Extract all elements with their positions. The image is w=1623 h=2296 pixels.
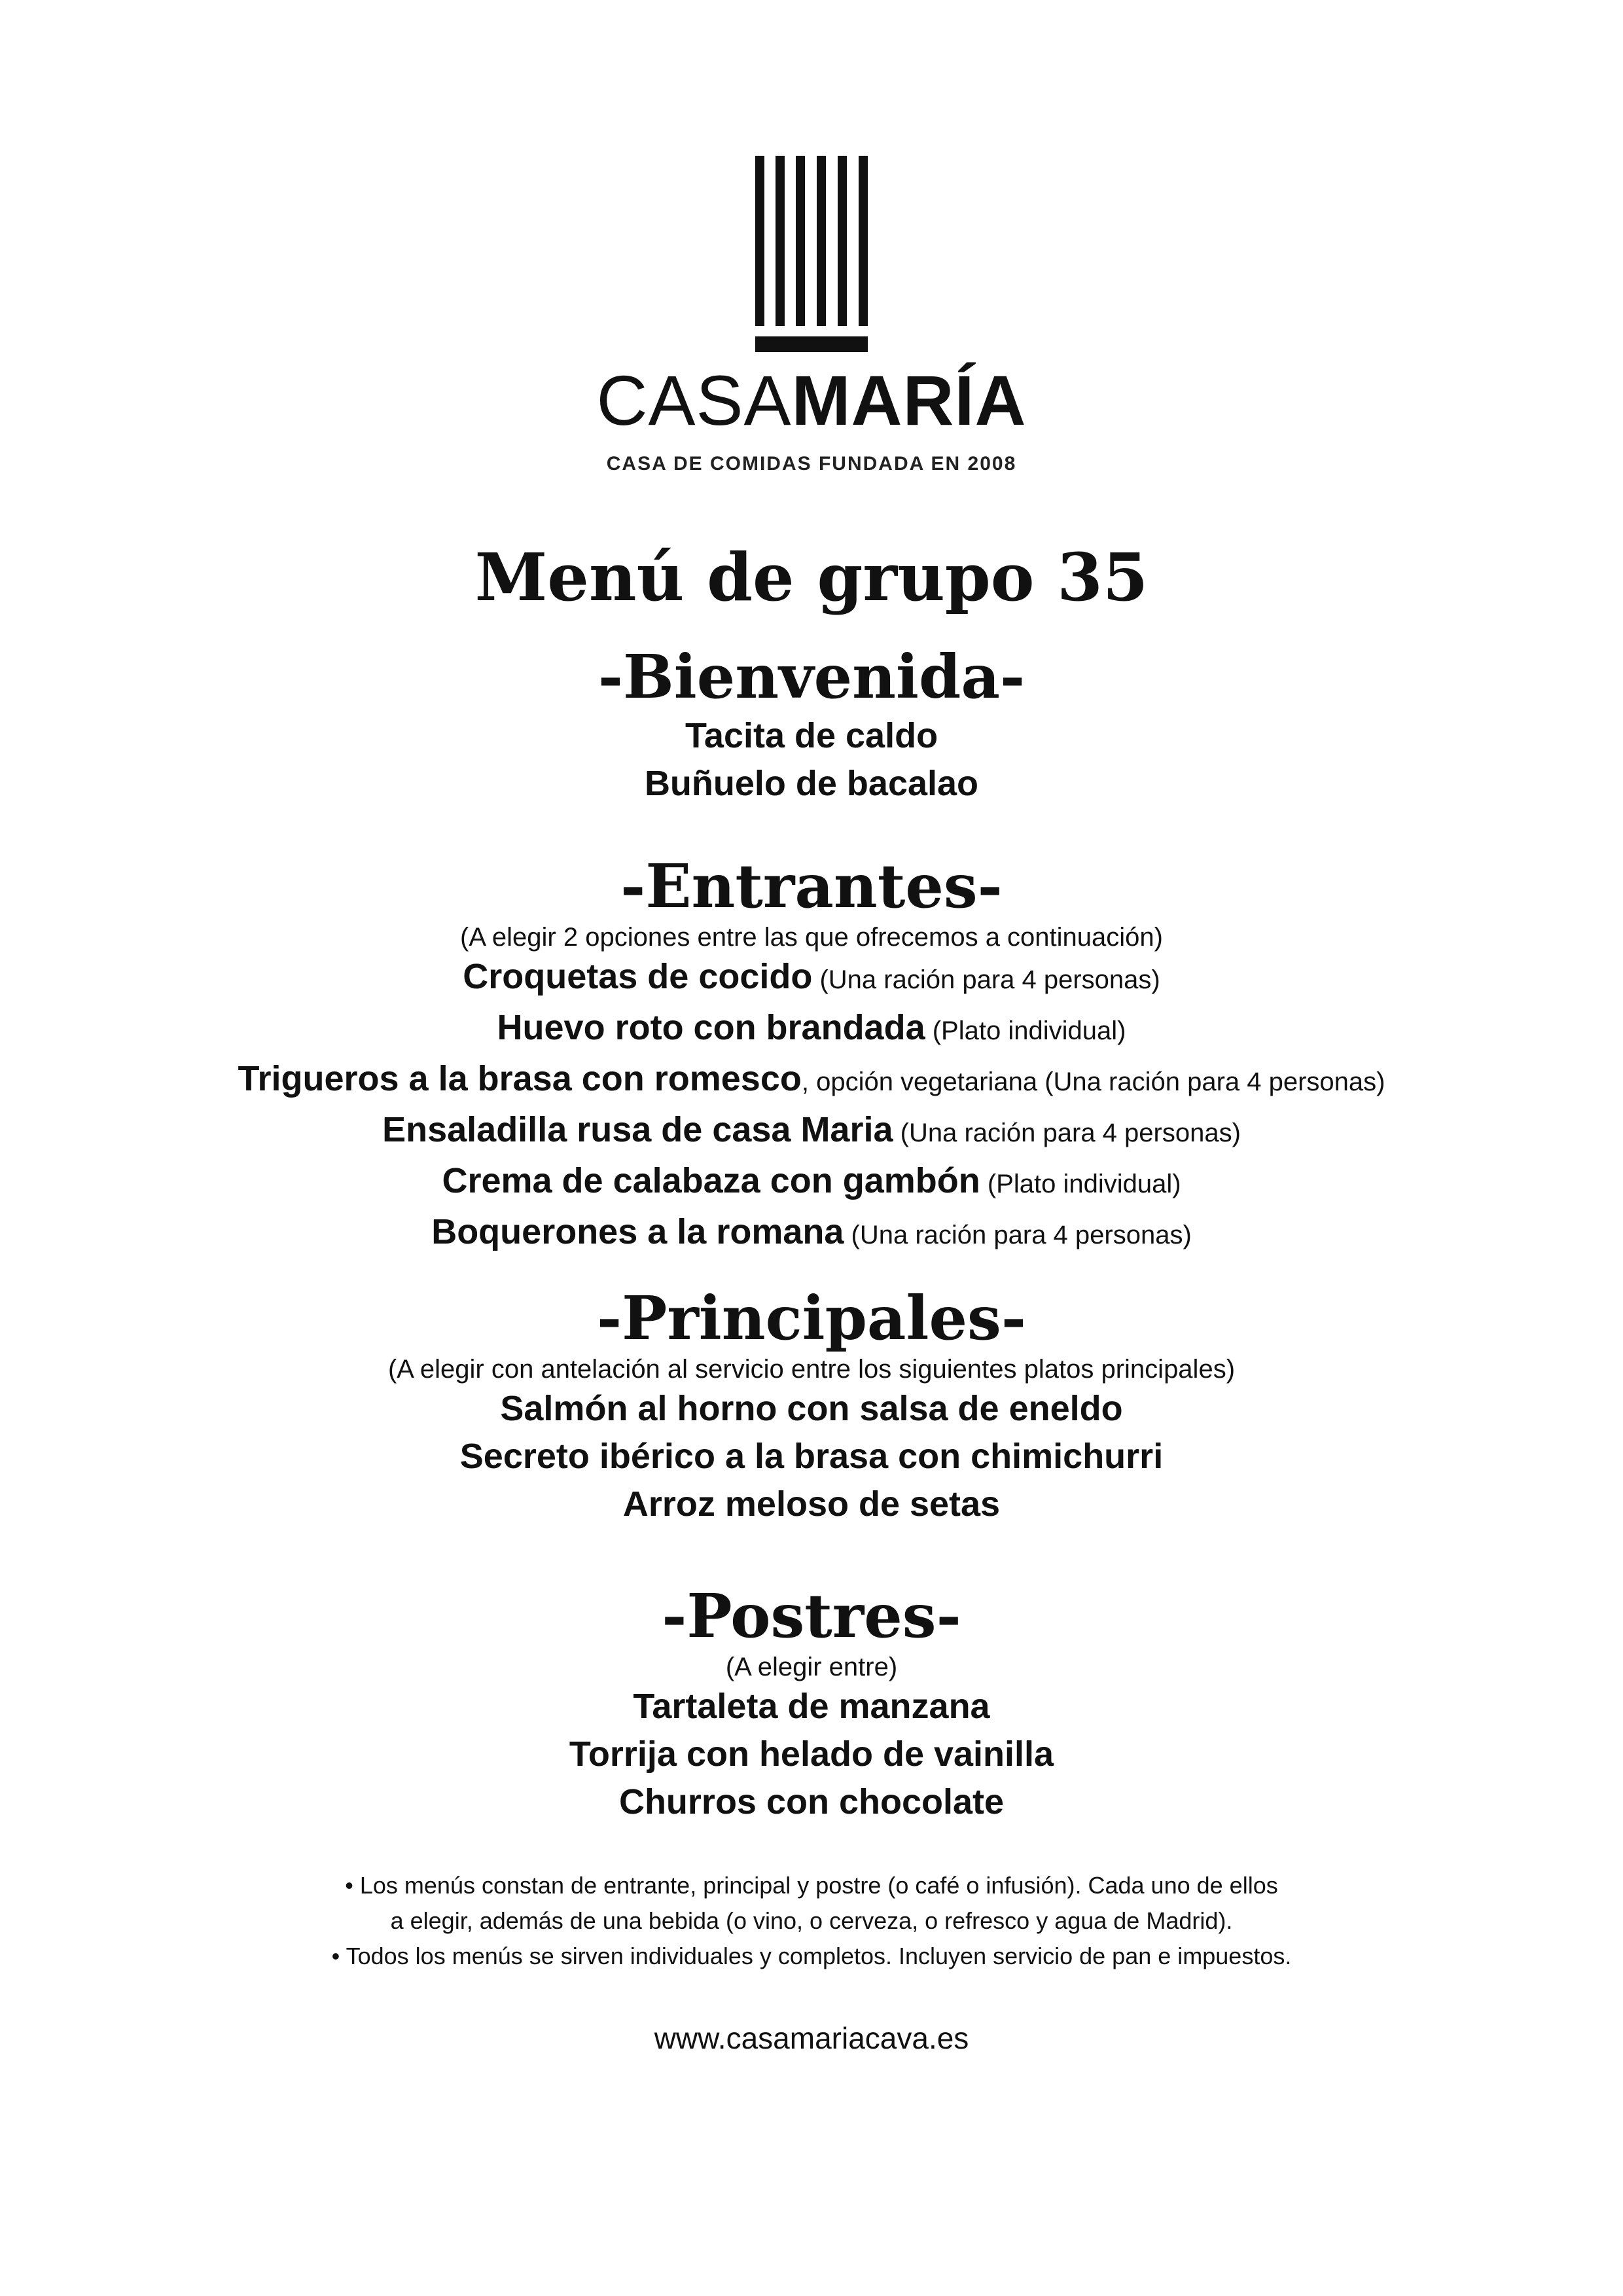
brand-name-bold: MARÍA — [791, 361, 1027, 440]
brand-name-light: CASA — [596, 361, 792, 440]
menu-item — [0, 1157, 1623, 1208]
brand-name — [0, 361, 1623, 440]
dish-name: Trigueros a la brasa con romesco — [238, 1059, 802, 1098]
menu-item — [0, 1004, 1623, 1055]
menu-title: Menú de grupo 35 — [474, 539, 1149, 616]
footer-line: a elegir, además de una bebida (o vino, o cerveza, o refresco y agua de Madrid). — [390, 1907, 1233, 1934]
menu-item — [0, 953, 1623, 1004]
section-postres — [0, 1581, 1623, 1826]
menu-item: Buñuelo de bacalao — [644, 764, 979, 803]
menu-item: Secreto ibérico a la brasa con chimichurri — [459, 1437, 1164, 1476]
brand-logo — [0, 156, 1623, 475]
menu-item: Salmón al horno con salsa de eneldo — [500, 1389, 1123, 1428]
dish-name: Croquetas de cocido — [463, 957, 813, 996]
dish-desc: (Plato individual) — [980, 1170, 1181, 1198]
menu-item: Torrija con helado de vainilla — [569, 1734, 1054, 1774]
section-title-entrantes: -Entrantes- — [620, 851, 1003, 922]
section-note: (A elegir 2 opciones entre las que ofrecemos a continuación) — [460, 923, 1163, 952]
section-bienvenida — [0, 641, 1623, 808]
column-bars-logo-icon — [755, 156, 868, 352]
menu-item: Tacita de caldo — [685, 716, 938, 755]
section-note: (A elegir entre) — [725, 1653, 898, 1681]
dish-name: Boquerones a la romana — [431, 1212, 844, 1251]
footer-notes — [0, 1868, 1623, 1974]
dish-name: Crema de calabaza con gambón — [442, 1161, 980, 1200]
dish-desc: (Una ración para 4 personas) — [844, 1221, 1192, 1249]
footer-line: • Los menús constan de entrante, principal y postre (o café o infusión). Cada uno de ellos — [345, 1872, 1278, 1899]
menu-item — [0, 1055, 1623, 1106]
dish-desc: (Plato individual) — [925, 1016, 1126, 1045]
menu-item — [0, 1106, 1623, 1157]
section-title-bienvenida: -Bienvenida- — [597, 641, 1026, 712]
section-note: (A elegir con antelación al servicio entre los siguientes platos principales) — [387, 1355, 1236, 1384]
website-link[interactable]: www.casamariacava.es — [654, 2021, 969, 2055]
dish-desc: (Una ración para 4 personas) — [893, 1119, 1241, 1147]
dish-name: Ensaladilla rusa de casa Maria — [382, 1110, 893, 1149]
menu-item — [0, 1208, 1623, 1259]
dish-name: Huevo roto con brandada — [497, 1008, 925, 1047]
menu-item: Churros con chocolate — [618, 1782, 1005, 1821]
menu-item: Arroz meloso de setas — [622, 1484, 1001, 1524]
section-principales — [0, 1283, 1623, 1528]
footer-line: • Todos los menús se sirven individuales y completos. Incluyen servicio de pan e impuestos. — [331, 1943, 1292, 1969]
section-title-postres: -Postres- — [662, 1581, 961, 1651]
dish-desc: (Una ración para 4 personas) — [812, 965, 1160, 994]
dish-desc: , opción vegetariana (Una ración para 4 personas) — [801, 1067, 1385, 1096]
brand-tagline: CASA DE COMIDAS FUNDADA EN 2008 — [606, 453, 1017, 475]
section-entrantes — [0, 851, 1623, 1259]
section-title-principales: -Principales- — [596, 1283, 1027, 1354]
menu-item: Tartaleta de manzana — [633, 1687, 990, 1726]
